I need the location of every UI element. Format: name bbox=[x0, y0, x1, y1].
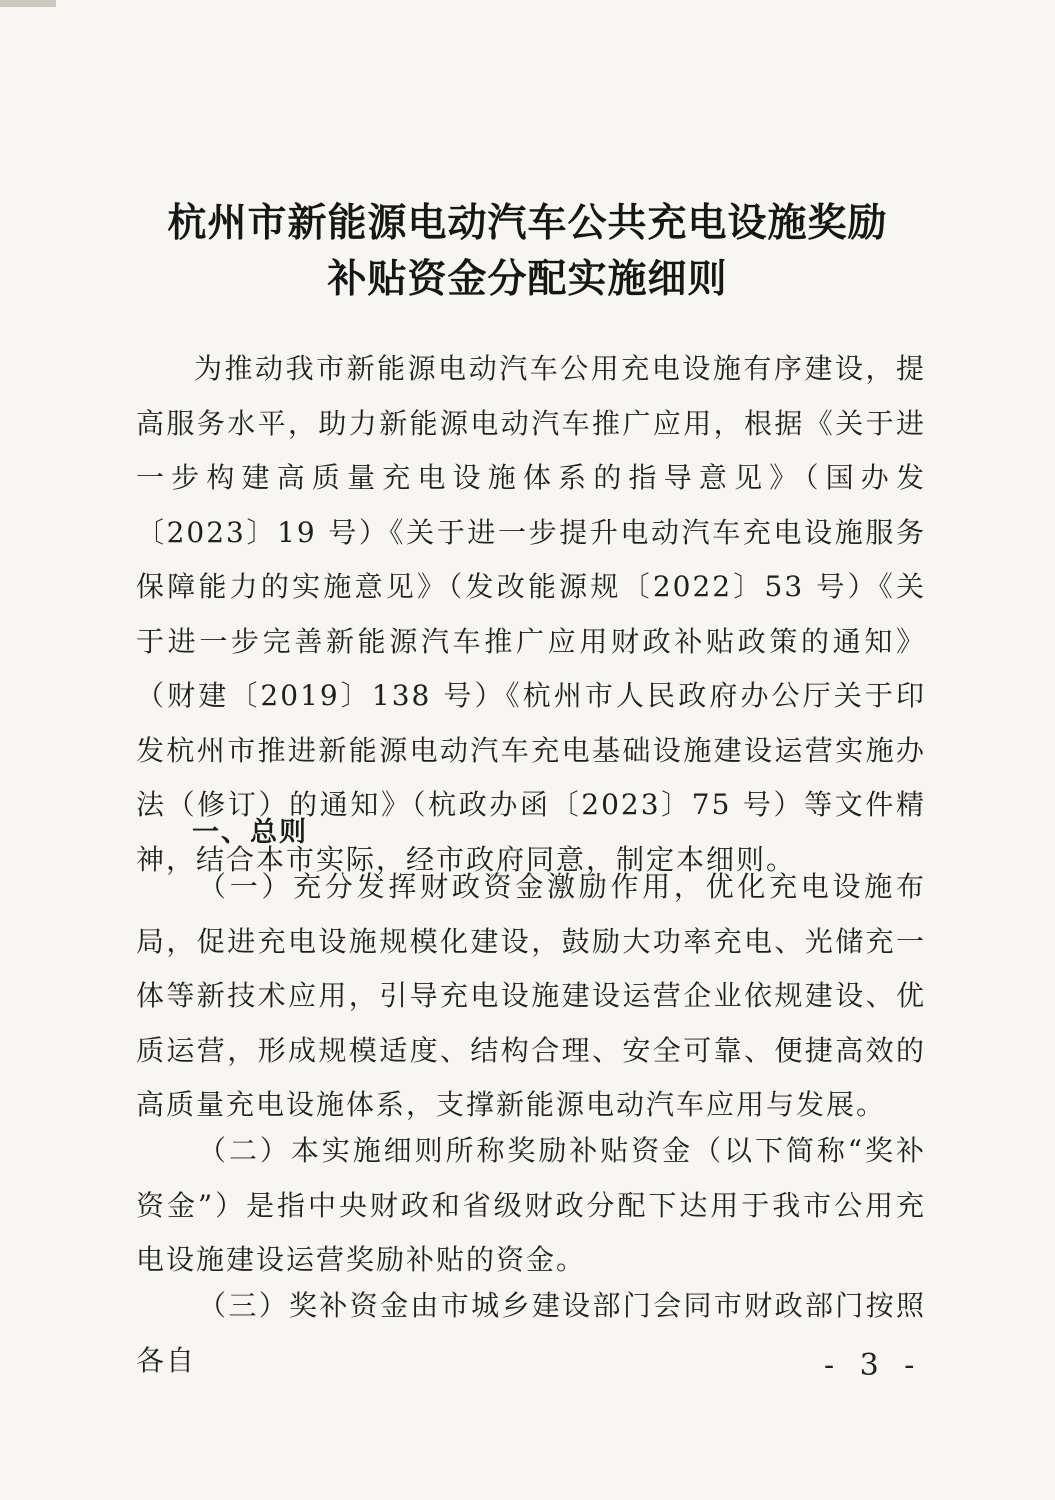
scan-corner-mark bbox=[0, 0, 56, 7]
clause-1-paragraph: （一）充分发挥财政资金激励作用，优化充电设施布局，促进充电设施规模化建设，鼓励大功率充电、光储充一体等新技术应用，引导充电设施建设运营企业依规建设、优质运营，形成规模适度、结构合理、安全可靠、便捷高效的高质量充电设施体系，支撑新能源电动汽车应用与发展。 bbox=[136, 870, 926, 1121]
intro-paragraph: 为推动我市新能源电动汽车公用充电设施有序建设，提高服务水平，助力新能源电动汽车推广应用，根据《关于进一步构建高质量充电设施体系的指导意见》（国办发〔2023〕19 号）《关于进一步提升电动汽车充电设施服务保障能力的实施意见》（发改能源规〔2022〕53 号）《关于进一步完善新能源汽车推广应用财政补贴政策的通知》（财建〔2019〕138 号）《杭州市人民政府办公厅关于印发杭州市推进新能源电动汽车充电基础设施建设运营实施办法（修订）的通知》（杭政办函〔2023〕75 号）等文件精神，结合本市实际，经市政府同意，制定本细则。 bbox=[136, 352, 926, 876]
clause-2-paragraph: （二）本实施细则所称奖励补贴资金（以下简称“奖补资金”）是指中央财政和省级财政分配下达用于我市公用充电设施建设运营奖励补贴的资金。 bbox=[136, 1134, 926, 1276]
document-title-line-2: 补贴资金分配实施细则 bbox=[327, 256, 728, 302]
section-heading-general: 一、总则 bbox=[192, 817, 308, 848]
clause-3-paragraph: （三）奖补资金由市城乡建设部门会同市财政部门按照各自 bbox=[136, 1289, 926, 1377]
document-title-line-1: 杭州市新能源电动汽车公共充电设施奖励 bbox=[167, 200, 888, 246]
page-number: - 3 - bbox=[824, 1348, 923, 1383]
